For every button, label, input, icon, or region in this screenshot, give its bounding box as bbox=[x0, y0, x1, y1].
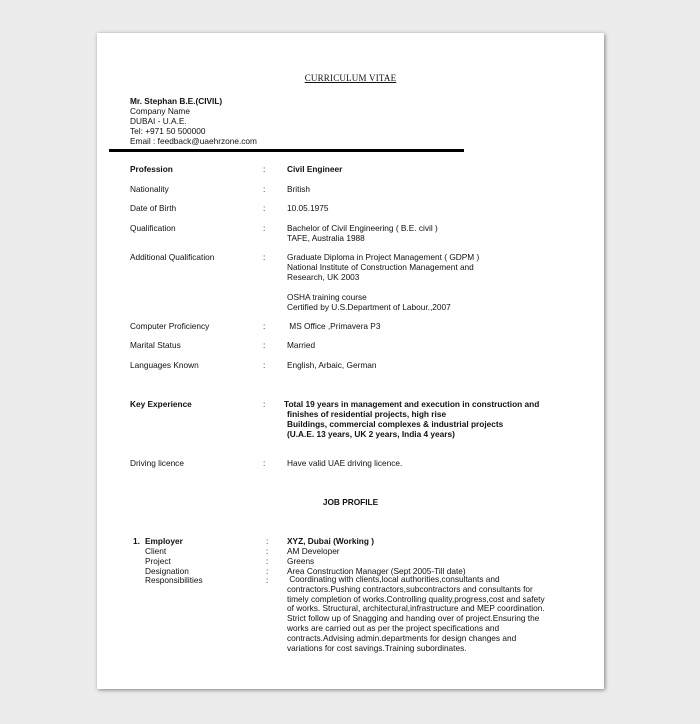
client-value: AM Developer bbox=[287, 546, 340, 556]
experience-line: (U.A.E. 13 years, UK 2 years, India 4 years) bbox=[287, 429, 455, 439]
languages-value: English, Arbaic, German bbox=[287, 360, 377, 370]
additional-line: Certified by U.S.Department of Labour.,2007 bbox=[287, 302, 451, 312]
job-number: 1. bbox=[133, 536, 140, 546]
email: Email : feedback@uaehrzone.com bbox=[130, 136, 257, 146]
company-name: Company Name bbox=[130, 106, 190, 116]
responsibility-line: contracts.Advising admin.departments for design changes and bbox=[287, 632, 517, 643]
marital-status-value: Married bbox=[287, 340, 316, 350]
designation-colon: : bbox=[266, 566, 269, 576]
qualification-value bbox=[287, 223, 438, 243]
responsibility-line: timely completion of works.Controlling quality,progress,cost and safety bbox=[287, 593, 545, 604]
project-label: Project bbox=[145, 556, 171, 566]
nationality-label: Nationality bbox=[130, 184, 169, 194]
additional-line: Graduate Diploma in Project Management ( GDPM ) bbox=[287, 252, 480, 262]
additional-qualification-label: Additional Qualification bbox=[130, 252, 215, 262]
responsibility-line: variations for cost savings.Training subordinates. bbox=[287, 642, 467, 653]
nationality-colon: : bbox=[263, 184, 266, 194]
employer-colon: : bbox=[266, 536, 269, 546]
dob-label: Date of Birth bbox=[130, 203, 177, 213]
additional-line: National Institute of Construction Management and bbox=[287, 262, 474, 272]
computer-proficiency-label: Computer Proficiency bbox=[130, 321, 210, 331]
marital-status-colon: : bbox=[263, 340, 266, 350]
employer-value: XYZ, Dubai (Working ) bbox=[287, 536, 374, 546]
location: DUBAI - U.A.E. bbox=[130, 116, 187, 126]
driving-licence-value: Have valid UAE driving licence. bbox=[287, 458, 403, 468]
profession-colon: : bbox=[263, 164, 266, 174]
computer-proficiency-colon: : bbox=[263, 321, 266, 331]
telephone: Tel: +971 50 500000 bbox=[130, 126, 206, 136]
qualification-colon: : bbox=[263, 223, 266, 233]
driving-licence-label: Driving licence bbox=[130, 458, 184, 468]
header-divider bbox=[109, 149, 464, 152]
nationality-value: British bbox=[287, 184, 311, 194]
job-profile-heading: JOB PROFILE bbox=[322, 497, 379, 507]
additional-qualification-value bbox=[287, 252, 479, 312]
document-title: CURRICULUM VITAE bbox=[304, 73, 397, 83]
qualification-line: TAFE, Australia 1988 bbox=[287, 233, 365, 243]
responsibilities-label: Responsibilities bbox=[145, 575, 203, 585]
profession-value: Civil Engineer bbox=[287, 164, 343, 174]
additional-qualification-colon: : bbox=[263, 252, 266, 262]
profession-label: Profession bbox=[130, 164, 173, 174]
client-label: Client bbox=[145, 546, 167, 556]
experience-line: Buildings, commercial complexes & industrial projects bbox=[287, 419, 504, 429]
designation-value: Area Construction Manager (Sept 2005-Till date) bbox=[287, 566, 466, 576]
responsibility-line: Coordinating with clients,local authorities,consultants and bbox=[287, 574, 500, 584]
experience-line: Total 19 years in management and execution in construction and bbox=[284, 399, 540, 409]
qualification-label: Qualification bbox=[130, 223, 176, 233]
candidate-name: Mr. Stephan B.E.(CIVIL) bbox=[130, 96, 223, 106]
contact-block bbox=[130, 96, 257, 146]
responsibility-line: contractors.Pushing contractors,subcontractors and consultants for bbox=[287, 583, 533, 594]
qualification-line: Bachelor of Civil Engineering ( B.E. civil ) bbox=[287, 223, 438, 233]
experience-line: finishes of residential projects, high rise bbox=[287, 409, 447, 419]
resume-page bbox=[97, 33, 604, 689]
languages-label: Languages Known bbox=[130, 360, 199, 370]
key-experience-label: Key Experience bbox=[130, 399, 192, 409]
key-experience-colon: : bbox=[263, 399, 266, 409]
additional-line: OSHA training course bbox=[287, 292, 367, 302]
responsibility-line: of works. Structural, architectural,infrastructure and MEP coordination. bbox=[287, 603, 545, 614]
computer-proficiency-value: MS Office ,Primavera P3 bbox=[287, 321, 381, 331]
languages-colon: : bbox=[263, 360, 266, 370]
client-colon: : bbox=[266, 546, 269, 556]
responsibilities-colon: : bbox=[266, 575, 269, 585]
dob-value: 10.05.1975 bbox=[287, 203, 329, 213]
dob-colon: : bbox=[263, 203, 266, 213]
driving-licence-colon: : bbox=[263, 458, 266, 468]
designation-label: Designation bbox=[145, 566, 189, 576]
responsibility-line: Strict follow up of Snagging and handing over of project.Ensuring the bbox=[287, 613, 540, 624]
responsibility-line: works are carried out as per the project specifications and bbox=[287, 622, 500, 633]
responsibilities-text bbox=[287, 575, 559, 653]
additional-line: Research, UK 2003 bbox=[287, 272, 360, 282]
employer-label: Employer bbox=[145, 536, 183, 546]
marital-status-label: Marital Status bbox=[130, 340, 181, 350]
project-colon: : bbox=[266, 556, 269, 566]
project-value: Greens bbox=[287, 556, 315, 566]
key-experience-value bbox=[284, 399, 539, 439]
